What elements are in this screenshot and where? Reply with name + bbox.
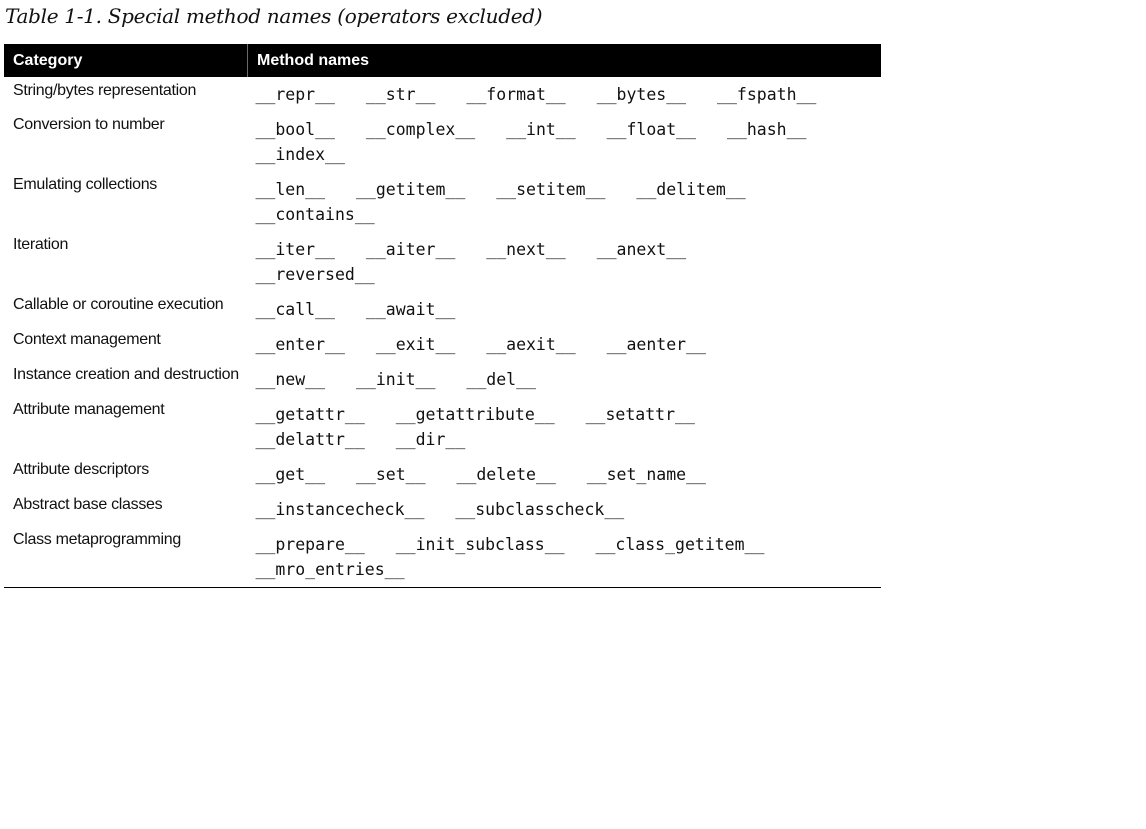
method-name: __len__ xyxy=(255,180,326,199)
method-name: __delete__ xyxy=(456,465,556,484)
method-name: __int__ xyxy=(506,120,576,139)
method-name: __new__ xyxy=(255,370,326,389)
method-name: __enter__ xyxy=(255,335,345,354)
table-row xyxy=(4,527,881,588)
header-method-names: Method names xyxy=(248,44,882,77)
method-name: __instancecheck__ xyxy=(255,500,425,519)
method-name: __set_name__ xyxy=(586,465,706,484)
method-name: __getitem__ xyxy=(355,180,466,199)
method-name: __aenter__ xyxy=(606,335,706,354)
category-cell: Instance creation and destruction xyxy=(13,366,239,383)
category-cell: Context management xyxy=(13,331,161,348)
table-row xyxy=(4,232,881,292)
table-row xyxy=(4,112,881,172)
method-name: __next__ xyxy=(486,240,566,259)
table-row xyxy=(4,397,881,457)
category-cell: Conversion to number xyxy=(13,116,165,133)
method-names-cell xyxy=(248,362,882,397)
method-name: __complex__ xyxy=(365,120,476,139)
method-names-cell xyxy=(248,527,882,588)
category-cell: Emulating collections xyxy=(13,176,157,193)
method-names-cell xyxy=(248,457,882,492)
method-names-cell xyxy=(248,292,882,327)
method-name: __bytes__ xyxy=(596,85,687,104)
category-cell: Iteration xyxy=(13,236,69,253)
method-name: __exit__ xyxy=(375,335,456,354)
method-name: __delitem__ xyxy=(636,180,746,199)
method-name: __getattr__ xyxy=(255,405,365,424)
special-methods-table xyxy=(4,44,881,588)
category-cell: Attribute descriptors xyxy=(13,461,149,478)
method-name: __getattribute__ xyxy=(395,405,555,424)
method-name: __call__ xyxy=(255,300,335,319)
method-name: __set__ xyxy=(355,465,426,484)
method-name: __fspath__ xyxy=(717,85,817,104)
method-name: __aiter__ xyxy=(365,240,456,259)
method-name: __setattr__ xyxy=(585,405,695,424)
method-name: __hash__ xyxy=(726,120,807,139)
method-name: __float__ xyxy=(606,120,697,139)
method-name: __await__ xyxy=(365,300,456,319)
method-name: __dir__ xyxy=(395,430,466,449)
method-names-cell xyxy=(248,232,882,292)
method-name: __prepare__ xyxy=(255,535,365,554)
method-names-cell xyxy=(248,397,882,457)
method-name: __format__ xyxy=(466,85,566,104)
method-name: __del__ xyxy=(466,370,536,389)
table-row xyxy=(4,292,881,327)
method-name: __mro_entries__ xyxy=(255,560,405,579)
method-name: __subclasscheck__ xyxy=(455,500,625,519)
category-cell: Callable or coroutine execution xyxy=(13,296,224,313)
method-name: __repr__ xyxy=(255,85,335,104)
category-cell: Attribute management xyxy=(13,401,165,418)
method-name: __reversed__ xyxy=(255,265,375,284)
method-name: __index__ xyxy=(255,145,345,164)
table-header-row xyxy=(4,44,881,77)
method-names-cell xyxy=(248,492,882,527)
method-name: __bool__ xyxy=(255,120,335,139)
method-name: __contains__ xyxy=(255,205,375,224)
method-name: __iter__ xyxy=(255,240,335,259)
method-names-cell xyxy=(248,112,882,172)
method-name: __get__ xyxy=(255,465,326,484)
method-names-cell xyxy=(248,172,882,232)
method-names-cell xyxy=(248,327,882,362)
method-name: __delattr__ xyxy=(255,430,365,449)
table-row xyxy=(4,492,881,527)
method-name: __init__ xyxy=(355,370,436,389)
method-name: __init_subclass__ xyxy=(395,535,565,554)
table-row xyxy=(4,327,881,362)
method-name: __setitem__ xyxy=(496,180,606,199)
category-cell: String/bytes representation xyxy=(13,82,197,99)
category-cell: Abstract base classes xyxy=(13,496,163,513)
table-row xyxy=(4,362,881,397)
table-body xyxy=(4,77,881,588)
method-name: __anext__ xyxy=(596,240,687,259)
header-category: Category xyxy=(4,44,248,77)
table-row xyxy=(4,457,881,492)
method-names-cell xyxy=(248,77,882,112)
table-row xyxy=(4,172,881,232)
method-name: __aexit__ xyxy=(486,335,576,354)
method-name: __class_getitem__ xyxy=(595,535,765,554)
table-row xyxy=(4,77,881,112)
table-caption: Table 1-1. Special method names (operators excluded) xyxy=(5,4,543,28)
category-cell: Class metaprogramming xyxy=(13,531,181,548)
method-name: __str__ xyxy=(365,85,436,104)
